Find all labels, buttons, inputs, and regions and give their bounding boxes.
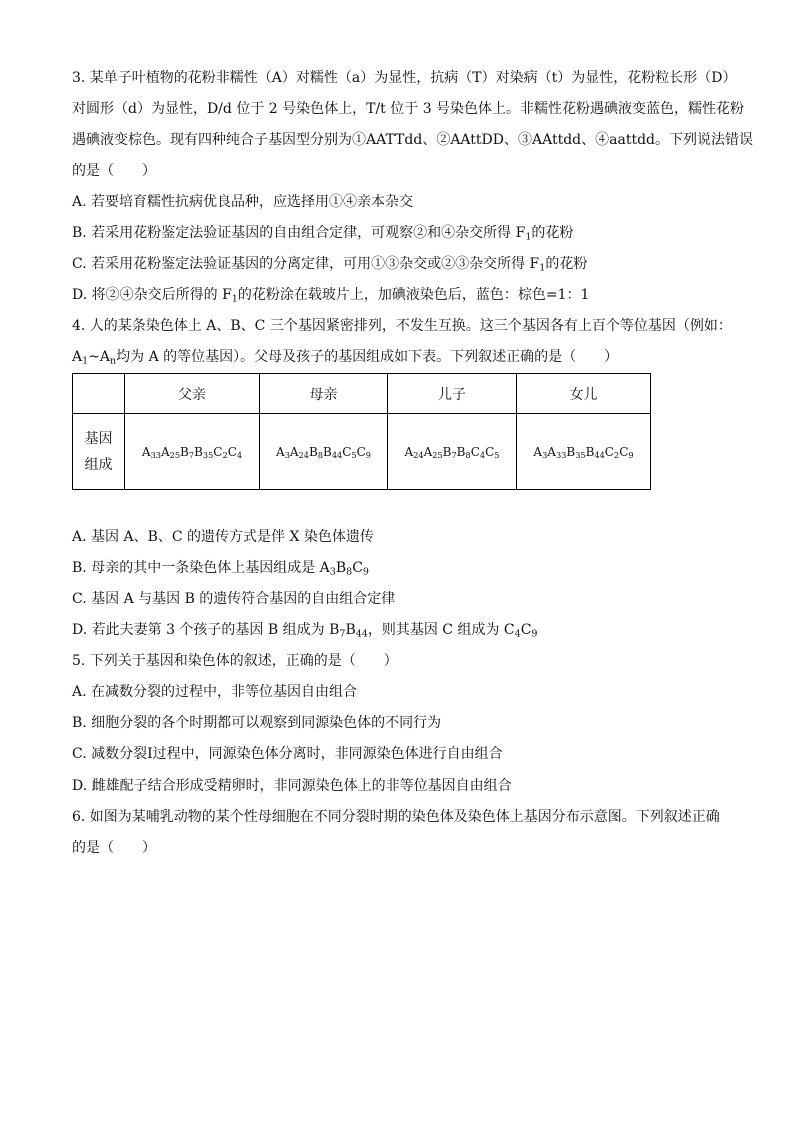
genotype-table [72,373,651,490]
gene-symbol: $A_3$ [319,560,336,578]
gene-symbol: $B_{44}$ [585,444,605,460]
gene-symbol: $C_9$ [352,560,369,578]
q6-stem-line-1: 6. 如图为某哺乳动物的某个性母细胞在不同分裂时期的染色体及染色体上基因分布示意图。下列叙述正确 [72,809,720,825]
mother-genotype-cell [260,414,388,490]
gene-symbol: $B_7$ [180,444,195,460]
table-header-corner [73,374,125,414]
gene-symbol: $B_{44}$ [345,622,368,640]
table-header-mother: 母亲 [260,374,388,414]
q3-stem-line-2: 对圆形（d）为显性，D/d 位于 2 号染色体上，T/t 位于 3 号染色体上。非糯性花粉遇碘液变蓝色，糯性花粉 [72,101,745,117]
table-header-father: 父亲 [125,374,260,414]
gene-symbol: $C_2$ [213,444,228,460]
q5-option-b: B. 细胞分裂的各个时期都可以观察到同源染色体的不同行为 [72,715,442,731]
table-header-son: 儿子 [388,374,517,414]
gene-symbol: $B_{35}$ [566,444,586,460]
q5-option-c: C. 减数分裂Ⅰ过程中，同源染色体分离时，非同源染色体进行自由组合 [72,746,503,762]
q4-option-c: C. 基因 A 与基因 B 的遗传符合基因的自由组合定律 [72,591,396,607]
gene-symbol: $A_{24}$ [289,444,309,460]
gene-symbol: $A_3$ [276,444,290,460]
q6-stem-line-2: 的是（ ） [72,840,156,856]
gene-symbol: $A_{33}$ [141,444,161,460]
father-genotype-cell [125,414,260,490]
gene-symbol: $C_9$ [619,444,634,460]
q3-stem-line-1: 3. 某单子叶植物的花粉非糯性（A）对糯性（a）为显性，抗病（T）对染病（t）为显性，花粉粒长形（D） [72,70,737,86]
q4-stem-line-1: 4. 人的某条染色体上 A、B、C 三个基因紧密排列，不发生互换。这三个基因各有上百个等位基因（例如： [72,318,732,334]
gene-symbol: $B_{35}$ [194,444,214,460]
q3-option-a: A. 若要培育糯性抗病优良品种，应选择用①④亲本杂交 [72,194,414,210]
gene-symbol: $B_8$ [456,444,471,460]
gene-symbol: $B_7$ [329,622,346,640]
q4-stem-line-2: $A_1\sim A_n$均为 A 的等位基因）。父母及孩子的基因组成如下表。下列叙述正确的是（ ） [72,349,619,367]
gene-symbol: $C_4$ [227,444,243,460]
daughter-genotype-cell [517,414,651,490]
gene-symbol: $B_8$ [335,560,353,578]
q4-option-d-genes-b [329,622,368,638]
gene-symbol: $C_9$ [520,622,538,640]
gene-symbol: $C_5$ [342,444,357,460]
q5-option-a: A. 在减数分裂的过程中，非等位基因自由组合 [72,684,358,700]
q4-option-d-genes-c [504,622,538,638]
gene-symbol: $B_7$ [442,444,457,460]
q4-option-d: D. 若此夫妻第 3 个孩子的基因 B 组成为 $B_7B_{44}$，则其基因 C 组成为 $C_4C_9$ [72,622,538,640]
gene-symbol: $A_{33}$ [547,444,567,460]
q4-option-b: B. 母亲的其中一条染色体上基因组成是 $A_3B_8C_9$ [72,560,369,578]
q4-option-a: A. 基因 A、B、C 的遗传方式是伴 X 染色体遗传 [72,529,374,545]
gene-symbol: $A_{25}$ [423,444,443,460]
gene-symbol: $A_{25}$ [160,444,181,460]
gene-symbol: $B_{44}$ [322,444,343,460]
gene-symbol: $C_4$ [470,444,486,460]
table-header-row [73,374,651,414]
q3-option-b: B. 若采用花粉鉴定法验证基因的自由组合定律，可观察②和④杂交所得 $F_1$的花粉 [72,225,574,243]
table-header-daughter: 女儿 [517,374,651,414]
q5-option-d: D. 雌雄配子结合形成受精卵时，非同源染色体上的非等位基因自由组合 [72,778,512,794]
q3-stem-line-4: 的是（ ） [72,163,156,179]
gene-symbol: $B_8$ [308,444,323,460]
gene-symbol: $C_4$ [503,622,521,640]
gene-symbol: $C_5$ [485,444,500,460]
q4-option-b-genes [320,560,369,576]
q5-stem: 5. 下列关于基因和染色体的叙述，正确的是（ ） [72,653,398,669]
table-row [73,414,651,490]
q3-option-d: D. 将②④杂交后所得的 $F_1$的花粉涂在载玻片上，加碘液染色后，蓝色：棕色=1：1 [72,287,590,305]
gene-symbol: $C_9$ [356,444,371,460]
gene-symbol: $C_2$ [604,444,620,460]
q3-stem-line-3: 遇碘液变棕色。现有四种纯合子基因型分别为①AATTdd、②AAttDD、③AAttdd、④aattdd。下列说法错误 [72,132,754,148]
son-genotype-cell [388,414,517,490]
gene-symbol: $A_3$ [533,444,548,460]
table-row-label: 基因 组成 [73,414,125,490]
q3-option-c: C. 若采用花粉鉴定法验证基因的分离定律，可用①③杂交或②③杂交所得 $F_1$的花粉 [72,256,588,274]
gene-symbol: $A_{24}$ [404,444,424,460]
